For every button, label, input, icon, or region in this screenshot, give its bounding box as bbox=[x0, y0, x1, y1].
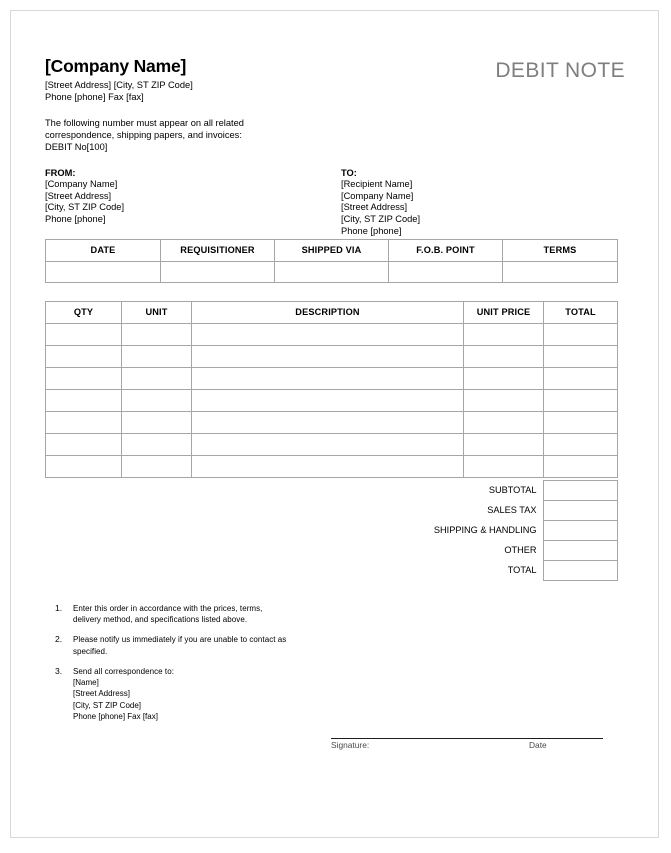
from-heading: FROM: bbox=[45, 167, 76, 178]
totals-value-shipping-handling[interactable] bbox=[543, 520, 617, 540]
table-row bbox=[46, 389, 618, 411]
info-cell-terms[interactable] bbox=[503, 261, 618, 282]
to-line-3: [Street Address] bbox=[341, 202, 408, 213]
table-row bbox=[46, 367, 618, 389]
to-line-2: [Company Name] bbox=[341, 190, 414, 201]
totals-section bbox=[45, 480, 617, 581]
signature-label: Signature: bbox=[331, 740, 370, 751]
item-cell-unit[interactable] bbox=[122, 345, 192, 367]
signature-labels bbox=[331, 739, 603, 753]
item-cell-description[interactable] bbox=[192, 433, 464, 455]
note-1-line-1: Enter this order in accordance with the prices, terms, bbox=[73, 603, 263, 613]
item-cell-qty[interactable] bbox=[46, 345, 122, 367]
info-header-terms: TERMS bbox=[503, 239, 618, 261]
table-row bbox=[46, 411, 618, 433]
note-body-3 bbox=[73, 666, 625, 722]
info-header-shipped-via: SHIPPED VIA bbox=[275, 239, 389, 261]
from-block bbox=[45, 167, 124, 226]
items-body bbox=[46, 323, 618, 477]
item-cell-description[interactable] bbox=[192, 345, 464, 367]
item-cell-unit-price[interactable] bbox=[464, 345, 544, 367]
item-cell-unit-price[interactable] bbox=[464, 367, 544, 389]
from-line-2: [Street Address] bbox=[45, 190, 112, 201]
company-info bbox=[45, 56, 193, 103]
list-item bbox=[55, 634, 625, 657]
company-address-line-2: Phone [phone] Fax [fax] bbox=[45, 91, 144, 102]
item-cell-qty[interactable] bbox=[46, 367, 122, 389]
totals-label-total: TOTAL bbox=[507, 565, 537, 576]
note-2-line-1: Please notify us immediately if you are unable to contact as bbox=[73, 635, 287, 645]
item-cell-total[interactable] bbox=[544, 411, 618, 433]
list-item bbox=[55, 666, 625, 722]
totals-row-sales-tax bbox=[45, 500, 617, 520]
info-header-row bbox=[46, 239, 618, 261]
items-header-row bbox=[46, 301, 618, 323]
item-cell-qty[interactable] bbox=[46, 389, 122, 411]
to-line-5: Phone [phone] bbox=[341, 225, 402, 236]
order-info-table bbox=[45, 239, 618, 283]
document-body bbox=[45, 56, 625, 753]
signature-section bbox=[331, 738, 603, 753]
item-cell-qty[interactable] bbox=[46, 455, 122, 477]
from-to-section bbox=[45, 167, 625, 239]
item-cell-description[interactable] bbox=[192, 389, 464, 411]
note-body-1 bbox=[73, 603, 625, 626]
totals-row-total bbox=[45, 560, 617, 580]
item-cell-unit[interactable] bbox=[122, 433, 192, 455]
table-row bbox=[46, 323, 618, 345]
note-3-address-city: [City, ST ZIP Code] bbox=[73, 700, 142, 710]
debit-number-line: DEBIT No[100] bbox=[45, 141, 108, 152]
to-heading: TO: bbox=[341, 167, 357, 178]
item-cell-unit-price[interactable] bbox=[464, 323, 544, 345]
info-cell-shipped-via[interactable] bbox=[275, 261, 389, 282]
totals-row-shipping-handling bbox=[45, 520, 617, 540]
info-cell-fob-point[interactable] bbox=[389, 261, 503, 282]
info-header-fob-point: F.O.B. POINT bbox=[389, 239, 503, 261]
info-cell-requisitioner[interactable] bbox=[161, 261, 275, 282]
item-cell-total[interactable] bbox=[544, 455, 618, 477]
item-cell-qty[interactable] bbox=[46, 411, 122, 433]
item-cell-unit[interactable] bbox=[122, 411, 192, 433]
item-cell-description[interactable] bbox=[192, 367, 464, 389]
item-cell-description[interactable] bbox=[192, 411, 464, 433]
totals-label-shipping-handling: SHIPPING & HANDLING bbox=[433, 525, 537, 536]
item-cell-unit[interactable] bbox=[122, 389, 192, 411]
table-row bbox=[46, 433, 618, 455]
items-header-total: TOTAL bbox=[544, 301, 618, 323]
item-cell-total[interactable] bbox=[544, 323, 618, 345]
note-number-1: 1. bbox=[55, 602, 63, 613]
terms-notes-list bbox=[55, 603, 625, 723]
date-label: Date bbox=[529, 740, 547, 751]
notice-line-1: The following number must appear on all related bbox=[45, 118, 244, 129]
from-line-3: [City, ST ZIP Code] bbox=[45, 202, 125, 213]
note-3-address-name: [Name] bbox=[73, 678, 99, 688]
item-cell-unit-price[interactable] bbox=[464, 411, 544, 433]
item-cell-total[interactable] bbox=[544, 433, 618, 455]
note-number-3: 3. bbox=[55, 665, 63, 676]
items-header-description: DESCRIPTION bbox=[192, 301, 464, 323]
item-cell-unit-price[interactable] bbox=[464, 455, 544, 477]
page-sheet bbox=[10, 10, 659, 838]
item-cell-total[interactable] bbox=[544, 367, 618, 389]
item-cell-qty[interactable] bbox=[46, 433, 122, 455]
document-title: DEBIT NOTE bbox=[495, 59, 625, 82]
item-cell-total[interactable] bbox=[544, 345, 618, 367]
list-item bbox=[55, 603, 625, 626]
company-address-line-1: [Street Address] [City, ST ZIP Code] bbox=[45, 80, 193, 91]
note-2-line-2: specified. bbox=[73, 646, 108, 656]
totals-label-sales-tax: SALES TAX bbox=[487, 505, 537, 516]
totals-label-other: OTHER bbox=[504, 545, 537, 556]
debit-number-notice bbox=[45, 118, 625, 153]
totals-row-subtotal bbox=[45, 480, 617, 500]
item-cell-unit[interactable] bbox=[122, 367, 192, 389]
table-row bbox=[46, 455, 618, 477]
from-line-1: [Company Name] bbox=[45, 178, 118, 189]
item-cell-qty[interactable] bbox=[46, 323, 122, 345]
note-3-address-phone: Phone [phone] Fax [fax] bbox=[73, 712, 158, 722]
totals-label-subtotal: SUBTOTAL bbox=[488, 485, 537, 496]
item-cell-description[interactable] bbox=[192, 323, 464, 345]
info-header-date: DATE bbox=[46, 239, 161, 261]
table-row bbox=[46, 345, 618, 367]
totals-table bbox=[45, 480, 618, 581]
note-3-address-street: [Street Address] bbox=[73, 689, 130, 699]
items-header-qty: QTY bbox=[46, 301, 122, 323]
item-cell-unit[interactable] bbox=[122, 455, 192, 477]
line-items-table bbox=[45, 301, 618, 478]
item-cell-unit-price[interactable] bbox=[464, 433, 544, 455]
to-block bbox=[341, 167, 420, 238]
document-header bbox=[45, 56, 625, 103]
totals-value-total[interactable] bbox=[543, 560, 617, 580]
table-row bbox=[46, 261, 618, 282]
items-header-unit: UNIT bbox=[122, 301, 192, 323]
note-1-line-2: delivery method, and specifications listed above. bbox=[73, 615, 248, 624]
totals-row-other bbox=[45, 540, 617, 560]
item-cell-description[interactable] bbox=[192, 455, 464, 477]
item-cell-total[interactable] bbox=[544, 389, 618, 411]
totals-value-subtotal[interactable] bbox=[543, 480, 617, 500]
totals-value-sales-tax[interactable] bbox=[543, 500, 617, 520]
company-name: [Company Name] bbox=[45, 56, 187, 76]
note-body-2 bbox=[73, 634, 625, 657]
to-line-1: [Recipient Name] bbox=[341, 178, 413, 189]
note-3-line-1: Send all correspondence to: bbox=[73, 666, 174, 676]
info-cell-date[interactable] bbox=[46, 261, 161, 282]
totals-value-other[interactable] bbox=[543, 540, 617, 560]
note-number-2: 2. bbox=[55, 634, 63, 645]
notice-line-2: correspondence, shipping papers, and invoices: bbox=[45, 130, 242, 141]
to-line-4: [City, ST ZIP Code] bbox=[341, 214, 421, 225]
item-cell-unit-price[interactable] bbox=[464, 389, 544, 411]
items-header-unit-price: UNIT PRICE bbox=[464, 301, 544, 323]
from-line-4: Phone [phone] bbox=[45, 214, 106, 225]
info-header-requisitioner: REQUISITIONER bbox=[161, 239, 275, 261]
item-cell-unit[interactable] bbox=[122, 323, 192, 345]
